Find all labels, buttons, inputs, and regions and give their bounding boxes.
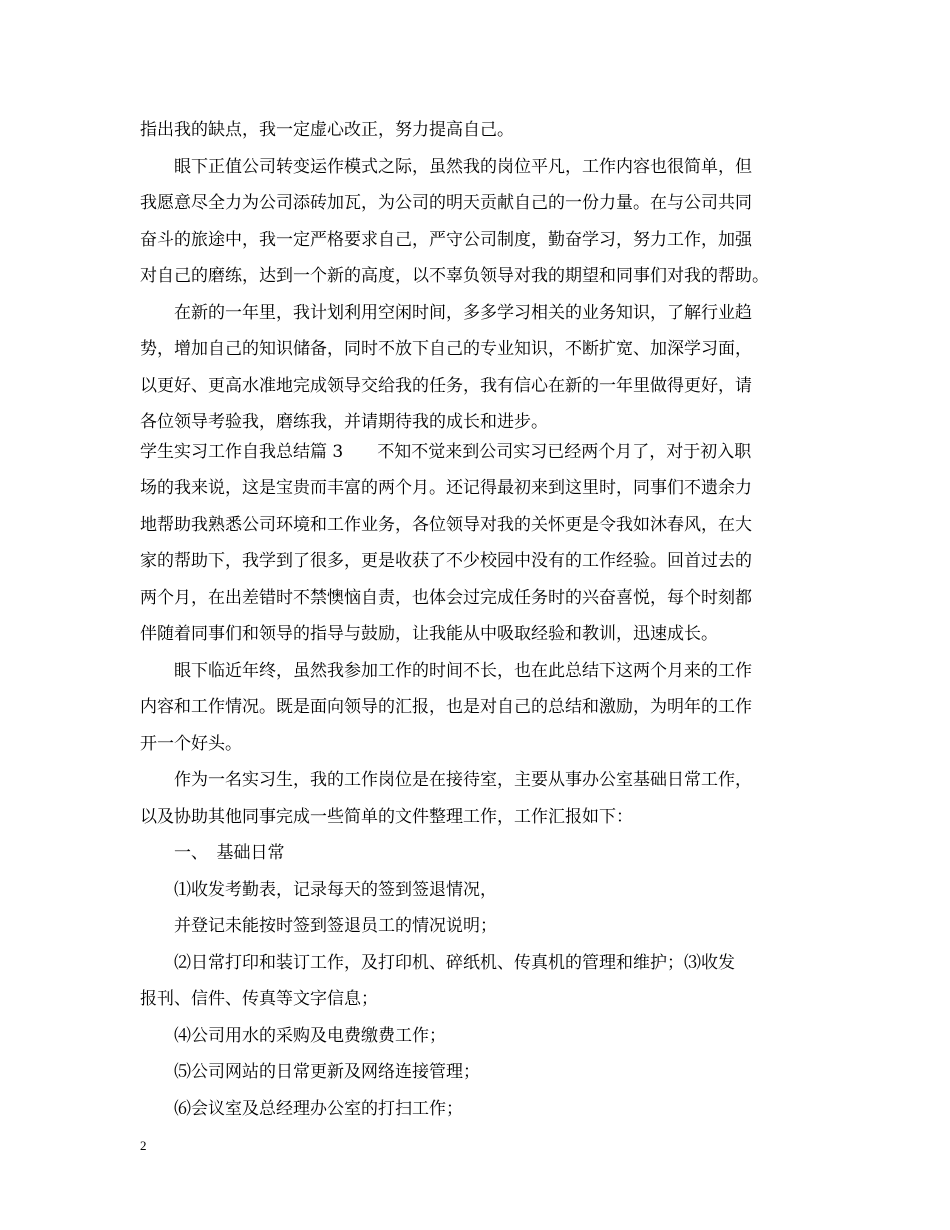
text-line: 眼下临近年终，虽然我参加工作的时间不长，也在此总结下这两个月来的工作 [174,660,752,681]
list-item: ⑵日常打印和装订工作，及打印机、碎纸机、传真机的管理和维护；⑶收发 [174,952,735,973]
text-line: 在新的一年里，我计划利用空闲时间，多多学习相关的业务知识，了解行业趋 [174,302,752,323]
text-line: 对自己的磨练，达到一个新的高度，以不辜负领导对我的期望和同事们对我的帮助。 [140,266,769,286]
text-line: 场的我来说，这是宝贵而丰富的两个月。还记得最初来到这里时，同事们不遗余力 [140,478,752,498]
document-body [140,116,820,1124]
text-line: 并登记未能按时签到签退员工的情况说明； [174,916,497,936]
text-line: 眼下正值公司转变运作模式之际，虽然我的岗位平凡，工作内容也很简单，但 [174,156,752,177]
list-item: ⑹会议室及总经理办公室的打扫工作； [174,1098,463,1119]
text-line: 家的帮助下，我学到了很多，更是收获了不少校园中没有的工作经验。回首过去的 [140,551,752,571]
text-line: 我愿意尽全力为公司添砖加瓦，为公司的明天贡献自己的一份力量。在与公司共同 [140,193,752,213]
text-line: 作为一名实习生，我的工作岗位是在接待室，主要从事办公室基础日常工作， [174,770,752,790]
text-line: 报刊、信件、传真等文字信息； [140,989,378,1009]
text-line: 以及协助其他同事完成一些简单的文件整理工作，工作汇报如下： [140,806,633,827]
text-line: 伴随着同事们和领导的指导与鼓励，让我能从中吸取经验和教训，迅速成长。 [140,624,718,644]
text-line: 指出我的缺点，我一定虚心改正，努力提高自己。 [140,120,514,140]
text-line: 两个月，在出差错时不禁懊恼自责，也体会过完成任务时的兴奋喜悦，每个时刻都 [140,587,752,608]
text-line: 地帮助我熟悉公司环境和工作业务，各位领导对我的关怀更是令我如沐春风，在大 [140,514,752,535]
text-line: 各位领导考验我，磨练我，并请期待我的成长和进步。 [140,412,548,432]
text-line: 内容和工作情况。既是面向领导的汇报，也是对自己的总结和激励，为明年的工作 [140,697,752,717]
list-item: ⑷公司用水的采购及电费缴费工作； [174,1025,446,1046]
list-item: ⑸公司网站的日常更新及网络连接管理； [174,1062,480,1082]
text-line: 势，增加自己的知识储备，同时不放下自己的专业知识，不断扩宽、加深学习面， [140,339,752,359]
list-item: ⑴收发考勤表，记录每天的签到签退情况， [174,879,497,900]
text-line: 以更好、更高水准地完成领导交给我的任务，我有信心在新的一年里做得更好，请 [140,375,752,396]
page-number: 2 [140,1138,147,1153]
text-line: 奋斗的旅途中，我一定严格要求自己，严守公司制度，勤奋学习，努力工作，加强 [140,229,752,250]
text-line: 开一个好头。 [140,733,242,754]
section-heading-line: 学生实习工作自我总结篇 3 不知不觉来到公司实习已经两个月了，对于初入职 [140,441,752,462]
list-heading: 一、 基础日常 [174,843,285,863]
